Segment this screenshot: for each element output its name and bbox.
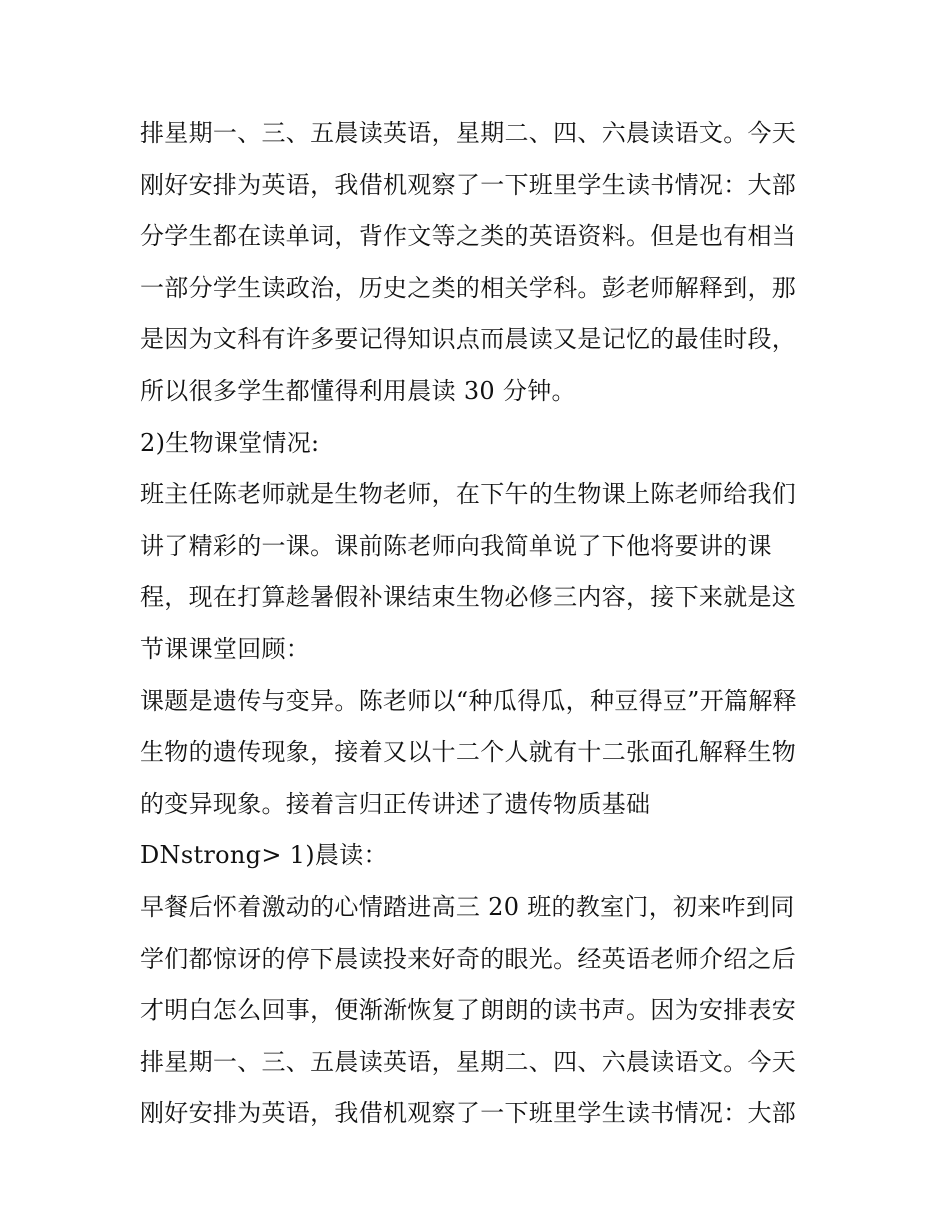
text-line: 节课课堂回顾： xyxy=(140,634,311,663)
text-line: 所以很多学生都懂得利用晨读 30 分钟。 xyxy=(140,376,576,405)
text-line: 分学生都在读单词，背作文等之类的英语资料。但是也有相当 xyxy=(140,222,797,251)
text-line: 讲了精彩的一课。课前陈老师向我简单说了下他将要讲的课 xyxy=(140,531,772,560)
text-line: 一部分学生读政治，历史之类的相关学科。彭老师解释到，那 xyxy=(140,273,797,302)
text-line: 排星期一、三、五晨读英语，星期二、四、六晨读语文。今天 xyxy=(140,1047,797,1076)
document-body xyxy=(140,108,820,1140)
text-line: 程，现在打算趁暑假补课结束生物必修三内容，接下来就是这 xyxy=(140,583,797,612)
section-heading: DNstrong> 1)晨读： xyxy=(140,841,388,870)
text-line: 课题是遗传与变异。陈老师以“种瓜得瓜，种豆得豆”开篇解释 xyxy=(140,686,797,715)
text-line: 学们都惊讶的停下晨读投来好奇的眼光。经英语老师介绍之后 xyxy=(140,944,797,973)
text-line: 的变异现象。接着言归正传讲述了遗传物质基础 xyxy=(140,789,651,818)
text-line: 刚好安排为英语，我借机观察了一下班里学生读书情况：大部 xyxy=(140,1099,797,1128)
text-line: 排星期一、三、五晨读英语，星期二、四、六晨读语文。今天 xyxy=(140,119,797,147)
text-line: 生物的遗传现象，接着又以十二个人就有十二张面孔解释生物 xyxy=(140,738,797,767)
text-line: 才明白怎么回事，便渐渐恢复了朗朗的读书声。因为安排表安 xyxy=(140,996,797,1025)
text-line: 班主任陈老师就是生物老师，在下午的生物课上陈老师给我们 xyxy=(140,480,797,509)
section-heading: 2)生物课堂情况: xyxy=(140,428,320,457)
text-line: 是因为文科有许多要记得知识点而晨读又是记忆的最佳时段， xyxy=(140,325,797,354)
text-line: 刚好安排为英语，我借机观察了一下班里学生读书情况：大部 xyxy=(140,170,797,199)
text-line: 早餐后怀着激动的心情踏进高三 20 班的教室门，初来咋到同 xyxy=(140,892,795,921)
